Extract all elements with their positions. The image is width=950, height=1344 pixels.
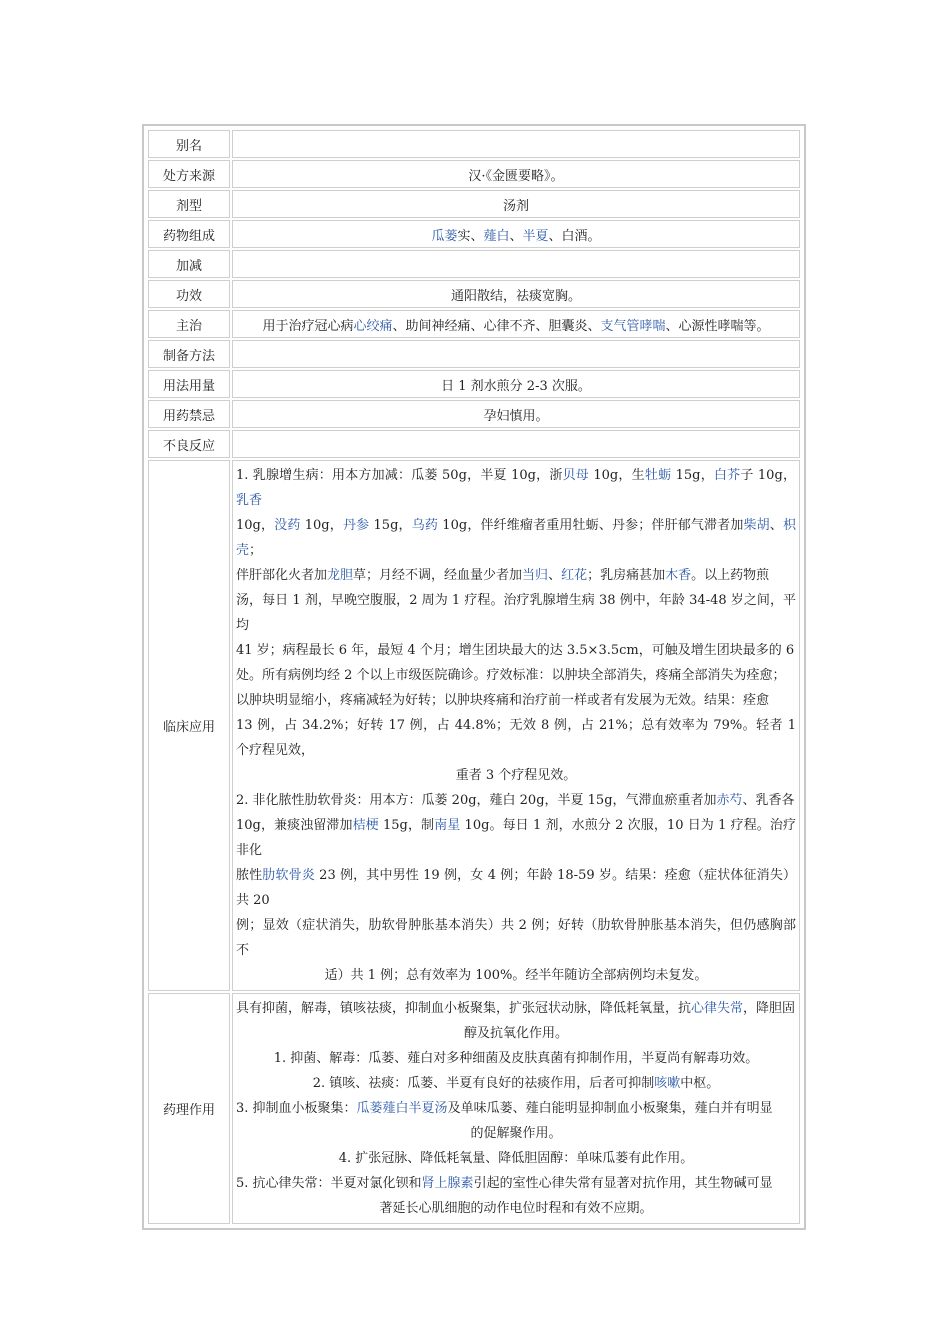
paragraph-line: [236, 1021, 796, 1046]
text: 10g，兼痰浊留滞加: [236, 818, 353, 833]
term-link[interactable]: 枳壳: [236, 518, 796, 558]
row-contraindication: [148, 400, 800, 428]
herb-link[interactable]: 瓜蒌: [431, 228, 458, 244]
term-link[interactable]: 赤芍: [716, 793, 743, 808]
label-modification: 加减: [148, 250, 230, 278]
label-contraindication: 用药禁忌: [148, 400, 230, 428]
paragraph-line: [236, 1096, 796, 1121]
label-source: 处方来源: [148, 160, 230, 188]
text: 23 例，其中男性 19 例，女 4 例；年龄 18-59 岁。结果：痊愈（症状体征消失）共 20: [236, 868, 796, 908]
text: 草；月经不调，经血量少者加: [353, 568, 523, 583]
formula-table: [142, 124, 806, 1230]
text: 中枢。: [680, 1076, 720, 1091]
text: 用于治疗冠心病: [262, 318, 354, 334]
label-composition: 药物组成: [148, 220, 230, 248]
value-composition: [232, 220, 800, 248]
text: 重者 3 个疗程见效。: [455, 768, 577, 783]
formula-info-table: [146, 128, 802, 1226]
row-dosage: [148, 370, 800, 398]
text: 10g，: [300, 518, 343, 533]
disease-link[interactable]: 心绞痛: [353, 318, 393, 334]
text: 13 例，占 34.2%；好转 17 例，占 44.8%；无效 8 例，占 21%；总有效率为 79%。轻者 1 个疗程见效，: [236, 718, 796, 758]
text: 4. 扩张冠脉、降低耗氧量、降低胆固醇：单味瓜蒌有此作用。: [338, 1151, 694, 1166]
text: 15g，制: [378, 818, 435, 833]
paragraph-line: [236, 863, 796, 913]
text: 、乳香各: [742, 793, 795, 808]
row-adverse: [148, 430, 800, 458]
value-dosage: 日 1 剂水煎分 2-3 次服。: [232, 370, 800, 398]
text: 以肿块明显缩小，疼痛减轻为好转；以肿块疼痛和治疗前一样或者有发展为无效。结果：痊愈: [236, 693, 770, 708]
paragraph-line: [236, 913, 796, 963]
term-link[interactable]: 咳嗽: [654, 1076, 681, 1091]
text: 10g，生: [589, 468, 645, 483]
text: 的促解聚作用。: [470, 1126, 562, 1141]
paragraph-line: [236, 588, 796, 638]
row-composition: [148, 220, 800, 248]
disease-link[interactable]: 支气管哮喘: [600, 318, 666, 334]
value-pharmacology: [232, 993, 800, 1224]
text: ，降胆固: [743, 1001, 796, 1016]
text: 10g，: [236, 518, 275, 533]
value-clinical: [232, 460, 800, 991]
text: 。以上药物煎: [691, 568, 770, 583]
row-modification: [148, 250, 800, 278]
text: 及单味瓜蒌、薤白能明显抑制血小板聚集，薤白并有明显: [447, 1101, 773, 1116]
row-form: [148, 190, 800, 218]
row-alias: [148, 130, 800, 158]
paragraph-line: [236, 1046, 796, 1071]
term-link[interactable]: 龙胆: [327, 568, 354, 583]
term-link[interactable]: 木香: [665, 568, 692, 583]
paragraph-line: [236, 996, 796, 1021]
label-dosage: 用法用量: [148, 370, 230, 398]
label-indication: 主治: [148, 310, 230, 338]
term-link[interactable]: 丹参: [342, 518, 370, 533]
paragraph-line: [236, 1121, 796, 1146]
text: 子 10g，: [740, 468, 796, 483]
paragraph-line: [236, 513, 796, 563]
text: 、心源性哮喘等。: [665, 318, 770, 334]
label-clinical: 临床应用: [148, 460, 230, 991]
term-link[interactable]: 柴胡: [743, 518, 770, 533]
text: 脓性: [236, 868, 263, 883]
text: 、: [509, 228, 523, 244]
row-preparation: [148, 340, 800, 368]
value-adverse: [232, 430, 800, 458]
term-link[interactable]: 牡蛎: [644, 468, 672, 483]
paragraph-line: [236, 713, 796, 763]
text: 、: [769, 518, 783, 533]
text: 10g。每日 1 剂，水煎分 2 次服，10 日为 1 疗程。治疗非化: [236, 818, 796, 858]
paragraph-line: [236, 463, 796, 513]
value-contraindication: 孕妇慎用。: [232, 400, 800, 428]
label-form: 剂型: [148, 190, 230, 218]
paragraph-line: [236, 763, 796, 788]
row-pharmacology: [148, 993, 800, 1224]
paragraph-line: [236, 1171, 796, 1196]
text: 41 岁；病程最长 6 年，最短 4 个月；增生团块最大的达 3.5×3.5cm，可触及增生团块最多的 6: [236, 643, 795, 658]
text: ；乳房痛甚加: [587, 568, 666, 583]
paragraph-line: [236, 1071, 796, 1096]
value-modification: [232, 250, 800, 278]
text: 10g，伴纤维瘤者重用牡蛎、丹参；伴肝郁气滞者加: [438, 518, 744, 533]
text: 3. 抑制血小板聚集：: [236, 1101, 357, 1116]
text: 1. 乳腺增生病：用本方加减：瓜蒌 50g，半夏 10g，浙: [236, 468, 563, 483]
herb-link[interactable]: 半夏: [522, 228, 549, 244]
row-efficacy: [148, 280, 800, 308]
term-link[interactable]: 当归: [522, 568, 549, 583]
term-link[interactable]: 瓜蒌薤白半夏汤: [356, 1101, 448, 1116]
row-indication: [148, 310, 800, 338]
text: 实、: [457, 228, 484, 244]
row-clinical: [148, 460, 800, 991]
term-link[interactable]: 肾上腺素: [421, 1176, 474, 1191]
label-efficacy: 功效: [148, 280, 230, 308]
paragraph-line: [236, 963, 796, 988]
text: 汤，每日 1 剂，早晚空腹服，2 周为 1 疗程。治疗乳腺增生病 38 例中，年龄 34-48 岁之间，平均: [236, 593, 796, 633]
text: 2. 非化脓性肋软骨炎：用本方：瓜蒌 20g，薤白 20g，半夏 15g，气滞血瘀重者加: [236, 793, 717, 808]
text: 5. 抗心律失常：半夏对氯化钡和: [236, 1176, 422, 1191]
term-link[interactable]: 没药: [274, 518, 301, 533]
term-link[interactable]: 红花: [561, 568, 588, 583]
label-alias: 别名: [148, 130, 230, 158]
term-link[interactable]: 贝母: [562, 468, 590, 483]
label-pharmacology: 药理作用: [148, 993, 230, 1224]
paragraph-line: [236, 1196, 796, 1221]
text: 适）共 1 例；总有效率为 100%。经半年随访全部病例均未复发。: [324, 968, 708, 983]
paragraph-line: [236, 788, 796, 813]
value-indication: [232, 310, 800, 338]
text: 15g，: [671, 468, 714, 483]
paragraph-line: [236, 813, 796, 863]
text: 伴肝部化火者加: [236, 568, 328, 583]
text: 著延长心肌细胞的动作电位时程和有效不应期。: [379, 1201, 653, 1216]
term-link[interactable]: 乳香: [236, 493, 263, 508]
text: ；: [249, 543, 263, 558]
value-preparation: [232, 340, 800, 368]
term-link[interactable]: 南星: [434, 818, 461, 833]
paragraph-line: [236, 638, 796, 663]
row-source: [148, 160, 800, 188]
text: 处。所有病例均经 2 个以上市级医院确诊。疗效标准：以肿块全部消失，疼痛全部消失为痊愈；: [236, 668, 786, 683]
text: 醇及抗氧化作用。: [463, 1026, 568, 1041]
value-form: 汤剂: [232, 190, 800, 218]
text: 、白酒。: [548, 228, 601, 244]
term-link[interactable]: 肋软骨炎: [262, 868, 315, 883]
paragraph-line: [236, 663, 796, 688]
text: 引起的室性心律失常有显著对抗作用，其生物碱可显: [473, 1176, 773, 1191]
label-adverse: 不良反应: [148, 430, 230, 458]
term-link[interactable]: 心律失常: [691, 1001, 744, 1016]
term-link[interactable]: 桔梗: [352, 818, 379, 833]
paragraph-line: [236, 688, 796, 713]
term-link[interactable]: 白芥: [713, 468, 741, 483]
text: 、: [548, 568, 562, 583]
label-preparation: 制备方法: [148, 340, 230, 368]
text: 2. 镇咳、祛痰：瓜蒌、半夏有良好的祛痰作用，后者可抑制: [312, 1076, 655, 1091]
text: 具有抑菌，解毒，镇咳祛痰，抑制血小板聚集，扩张冠状动脉，降低耗氧量，抗: [236, 1001, 692, 1016]
value-efficacy: 通阳散结，祛痰宽胸。: [232, 280, 800, 308]
text: 例；显效（症状消失，肋软骨肿胀基本消失）共 2 例；好转（肋软骨肿胀基本消失，但仍感胸部不: [236, 918, 796, 958]
paragraph-line: [236, 1146, 796, 1171]
text: 15g，: [369, 518, 412, 533]
text: 1. 抑菌、解毒：瓜蒌、薤白对多种细菌及皮肤真菌有抑制作用，半夏尚有解毒功效。: [273, 1051, 759, 1066]
value-source: 汉·《金匮要略》。: [232, 160, 800, 188]
value-alias: [232, 130, 800, 158]
text: 、助间神经痛、心律不齐、胆囊炎、: [392, 318, 601, 334]
paragraph-line: [236, 563, 796, 588]
term-link[interactable]: 乌药: [411, 518, 439, 533]
herb-link[interactable]: 薤白: [483, 228, 510, 244]
